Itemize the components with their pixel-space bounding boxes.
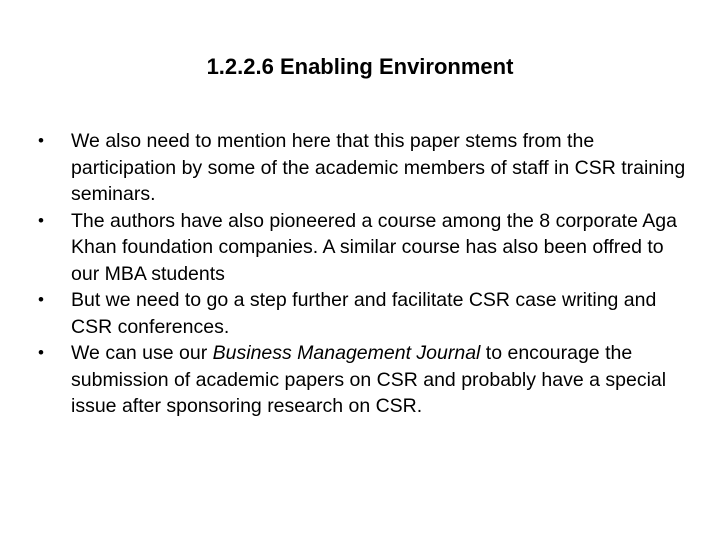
bullet-item [34,128,694,208]
bullet-icon: • [38,210,44,230]
journal-title: Business Management Journal [212,342,481,364]
bullet-text-lead: We can use our [71,342,213,364]
bullet-text: The authors have also pioneered a course among the 8 corporate Aga Khan foundation companies. A similar course has also been offred to our MBA students [71,209,677,285]
bullet-item [34,208,694,288]
bullet-item [34,340,694,420]
bullet-text-tail: to encourage the submission of academic papers on CSR and probably have a special issue after sponsoring research on CSR. [71,342,667,417]
bullet-text: But we need to go a step further and facilitate CSR case writing and CSR conferences. [71,289,657,338]
bullet-icon: • [38,131,44,150]
bullet-icon: • [38,343,44,362]
bullet-text: We also need to mention here that this paper stems from the participation by some of the academic members of staff in CSR training seminars. [71,130,686,205]
bullet-icon: • [38,290,44,309]
bullet-text [71,342,666,417]
bullet-list [34,128,694,420]
bullet-item [34,287,694,340]
slide-title: 1.2.2.6 Enabling Environment [206,54,514,79]
